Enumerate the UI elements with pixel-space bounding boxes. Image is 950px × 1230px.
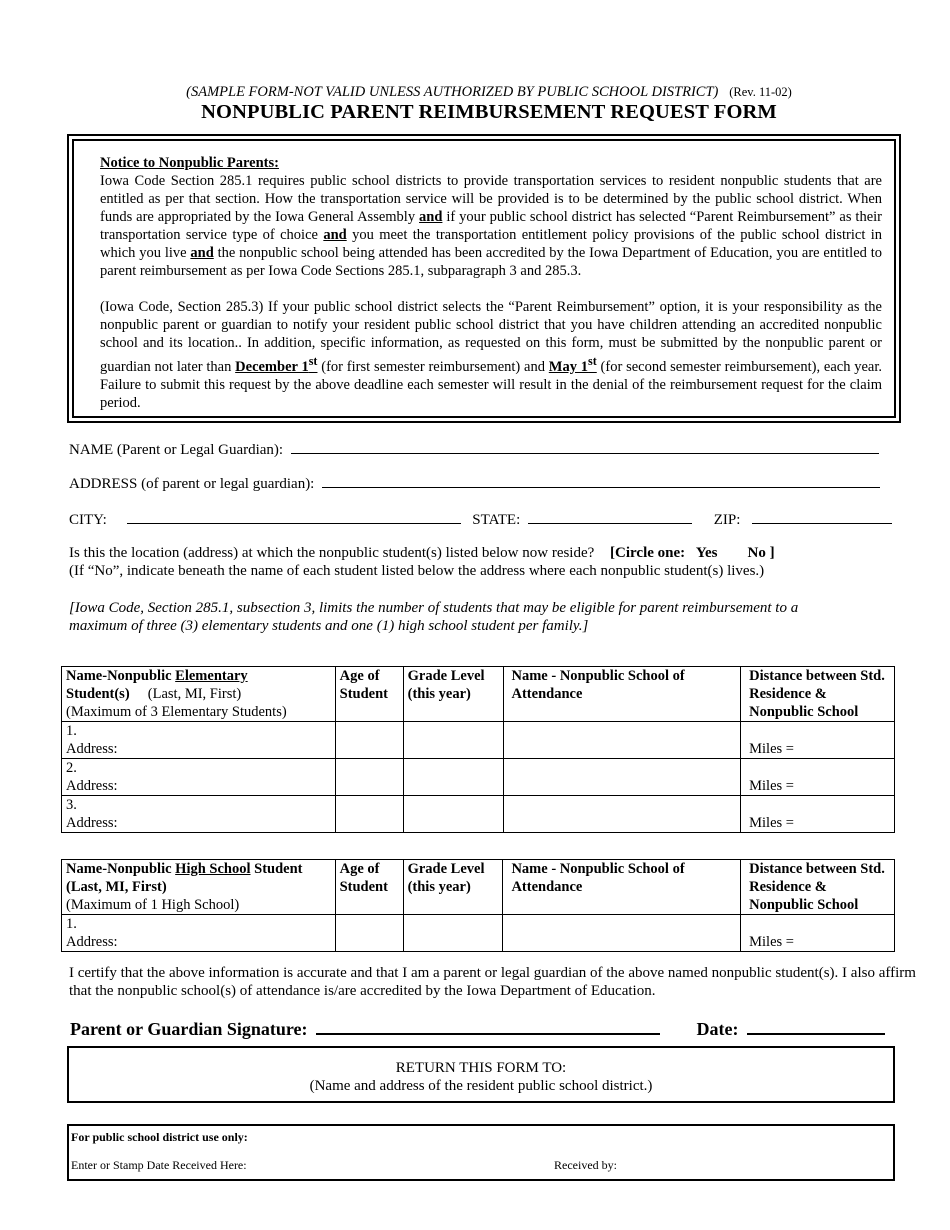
zip-label: ZIP: — [713, 512, 741, 528]
notice-p2-a: (Iowa Code, Section 285.3) If your public school district selects the “Parent Reimbursement” option, it is your responsibility as the nonpublic parent or guardian to notify your resident public school district that you have children attending an accredited nonpublic school and its location.. In addition, specific information, as requested on this form, must be submitted by the nonpublic parent or guardian not later than — [100, 299, 882, 375]
student-name-cell[interactable]: 2. Address: — [62, 759, 336, 796]
notice-p2-b: (for first semester reimbursement) and — [317, 358, 549, 375]
age-header: Age of Student — [335, 667, 403, 722]
return-form-box — [67, 1046, 895, 1103]
age-cell[interactable] — [335, 915, 403, 952]
age-cell[interactable] — [335, 796, 403, 833]
signature-input-line[interactable] — [316, 1017, 660, 1035]
notice-p1-a: Iowa Code Section 285.1 requires public school districts to provide transportation services to resident nonpublic students that are entitled as per that section. How the transportation service will be provided is to be determined by the public school district. When funds are appropriated by the Iowa General Assembly — [100, 173, 882, 225]
distance-cell[interactable]: Miles = — [741, 796, 895, 833]
grade-level-header: Grade Level (this year) — [403, 667, 503, 722]
deadline-may: May 1st — [548, 354, 597, 375]
table-row — [62, 915, 895, 952]
date-input-line[interactable] — [747, 1017, 885, 1035]
sample-note-text: (SAMPLE FORM-NOT VALID UNLESS AUTHORIZED BY PUBLIC SCHOOL DISTRICT) — [186, 84, 719, 100]
school-cell[interactable] — [503, 722, 741, 759]
distance-header: Distance between Std. Residence & Nonpublic School — [741, 667, 895, 722]
grade-cell[interactable] — [403, 722, 503, 759]
school-cell[interactable] — [503, 915, 741, 952]
certification-statement: I certify that the above information is accurate and that I am a parent or legal guardian of the above named nonpublic student(s). I also affirm that the nonpublic school(s) of attendance is/are accredited by the Iowa Department of Education. — [69, 965, 916, 999]
distance-header: Distance between Std. Residence & Nonpublic School — [741, 860, 895, 915]
notice-and-2: and — [323, 227, 347, 243]
elementary-table-header — [62, 667, 895, 722]
zip-input-line[interactable] — [752, 509, 892, 524]
notice-p1-c: you meet the transportation entitlement policy provisions of the public school district in which you live — [100, 227, 882, 261]
grade-cell[interactable] — [403, 759, 503, 796]
notice-p1-d: the nonpublic school being attended has been accredited by the Iowa Department of Education, you are entitled to parent reimbursement as per Iowa Code Sections 285.1, subparagraph 3 and 285.3. — [100, 245, 882, 279]
school-header: Name - Nonpublic School of Attendance — [503, 860, 741, 915]
received-by-label: Received by: — [554, 1158, 617, 1172]
sample-form-note — [0, 84, 950, 101]
student-name-cell[interactable]: 3. Address: — [62, 796, 336, 833]
age-cell[interactable] — [335, 759, 403, 796]
notice-text — [100, 154, 882, 412]
school-header: Name - Nonpublic School of Attendance — [503, 667, 741, 722]
student-name-cell[interactable]: 1. Address: — [62, 722, 336, 759]
distance-cell[interactable]: Miles = — [741, 915, 895, 952]
name-label: NAME (Parent or Legal Guardian): — [69, 442, 284, 458]
age-cell[interactable] — [335, 722, 403, 759]
school-cell[interactable] — [503, 796, 741, 833]
notice-box — [67, 134, 901, 423]
student-name-cell[interactable]: 1. Address: — [62, 915, 336, 952]
deadline-december: December 1st — [235, 354, 318, 375]
date-label: Date: — [696, 1019, 739, 1039]
address-field-row — [69, 473, 880, 493]
table-row — [62, 796, 895, 833]
signature-row — [70, 1017, 885, 1040]
state-label: STATE: — [472, 512, 521, 528]
notice-p1-b: if your public school district has selected “Parent Reimbursement” as their transportation service type of choice — [100, 209, 882, 243]
school-cell[interactable] — [503, 759, 741, 796]
table-row — [62, 722, 895, 759]
location-question: Is this the location (address) at which the nonpublic student(s) listed below now reside? — [69, 545, 595, 561]
name-field-row — [69, 439, 879, 459]
student-limit-note: [Iowa Code, Section 285.1, subsection 3, limits the number of students that may be eligible for parent reimbursement to a maximum of three (3) elementary students and one (1) high school student per family.] — [69, 600, 799, 634]
table-row — [62, 759, 895, 796]
notice-heading: Notice to Nonpublic Parents: — [100, 155, 279, 171]
district-use-box — [67, 1124, 895, 1181]
distance-cell[interactable]: Miles = — [741, 759, 895, 796]
grade-level-header: Grade Level (this year) — [403, 860, 503, 915]
form-title: NONPUBLIC PARENT REIMBURSEMENT REQUEST FORM — [201, 101, 777, 123]
state-input-line[interactable] — [528, 509, 692, 524]
highschool-student-table — [61, 859, 895, 952]
highschool-table-header — [62, 860, 895, 915]
grade-cell[interactable] — [403, 796, 503, 833]
distance-cell[interactable]: Miles = — [741, 722, 895, 759]
address-label: ADDRESS (of parent or legal guardian): — [69, 476, 315, 492]
notice-and-3: and — [190, 245, 214, 261]
signature-label: Parent or Guardian Signature: — [70, 1019, 308, 1039]
elementary-name-header: Name-Nonpublic Elementary Student(s) (Last, MI, First) (Maximum of 3 Elementary Students) — [62, 667, 336, 722]
district-use-title: For public school district use only: — [71, 1130, 248, 1144]
location-question-row — [69, 545, 775, 562]
city-label: CITY: — [69, 512, 107, 528]
return-line-1: RETURN THIS FORM TO: — [395, 1060, 567, 1076]
name-input-line[interactable] — [291, 439, 879, 454]
notice-p2-c: (for second semester reimbursement), each year. Failure to submit this request by the above deadline each semester will result in the denial of the reimbursement request for the claim period. — [100, 358, 883, 411]
elementary-students-table — [61, 666, 895, 833]
revision-label: (Rev. 11-02) — [729, 85, 792, 99]
city-field-row — [69, 509, 892, 529]
age-header: Age of Student — [335, 860, 403, 915]
city-input-line[interactable] — [127, 509, 461, 524]
highschool-name-header: Name-Nonpublic High School Student (Last, MI, First) (Maximum of 1 High School) — [62, 860, 336, 915]
notice-and-1: and — [419, 209, 443, 225]
date-received-label: Enter or Stamp Date Received Here: — [71, 1158, 247, 1172]
circle-one-yes-no[interactable]: [Circle one: Yes No ] — [610, 545, 775, 561]
return-line-2: (Name and address of the resident public school district.) — [309, 1078, 653, 1094]
notice-inner-border — [72, 139, 896, 418]
address-input-line[interactable] — [322, 473, 880, 488]
grade-cell[interactable] — [403, 915, 503, 952]
location-instruction: (If “No”, indicate beneath the name of each student listed below the address where each nonpublic student(s) lives.) — [69, 563, 765, 579]
